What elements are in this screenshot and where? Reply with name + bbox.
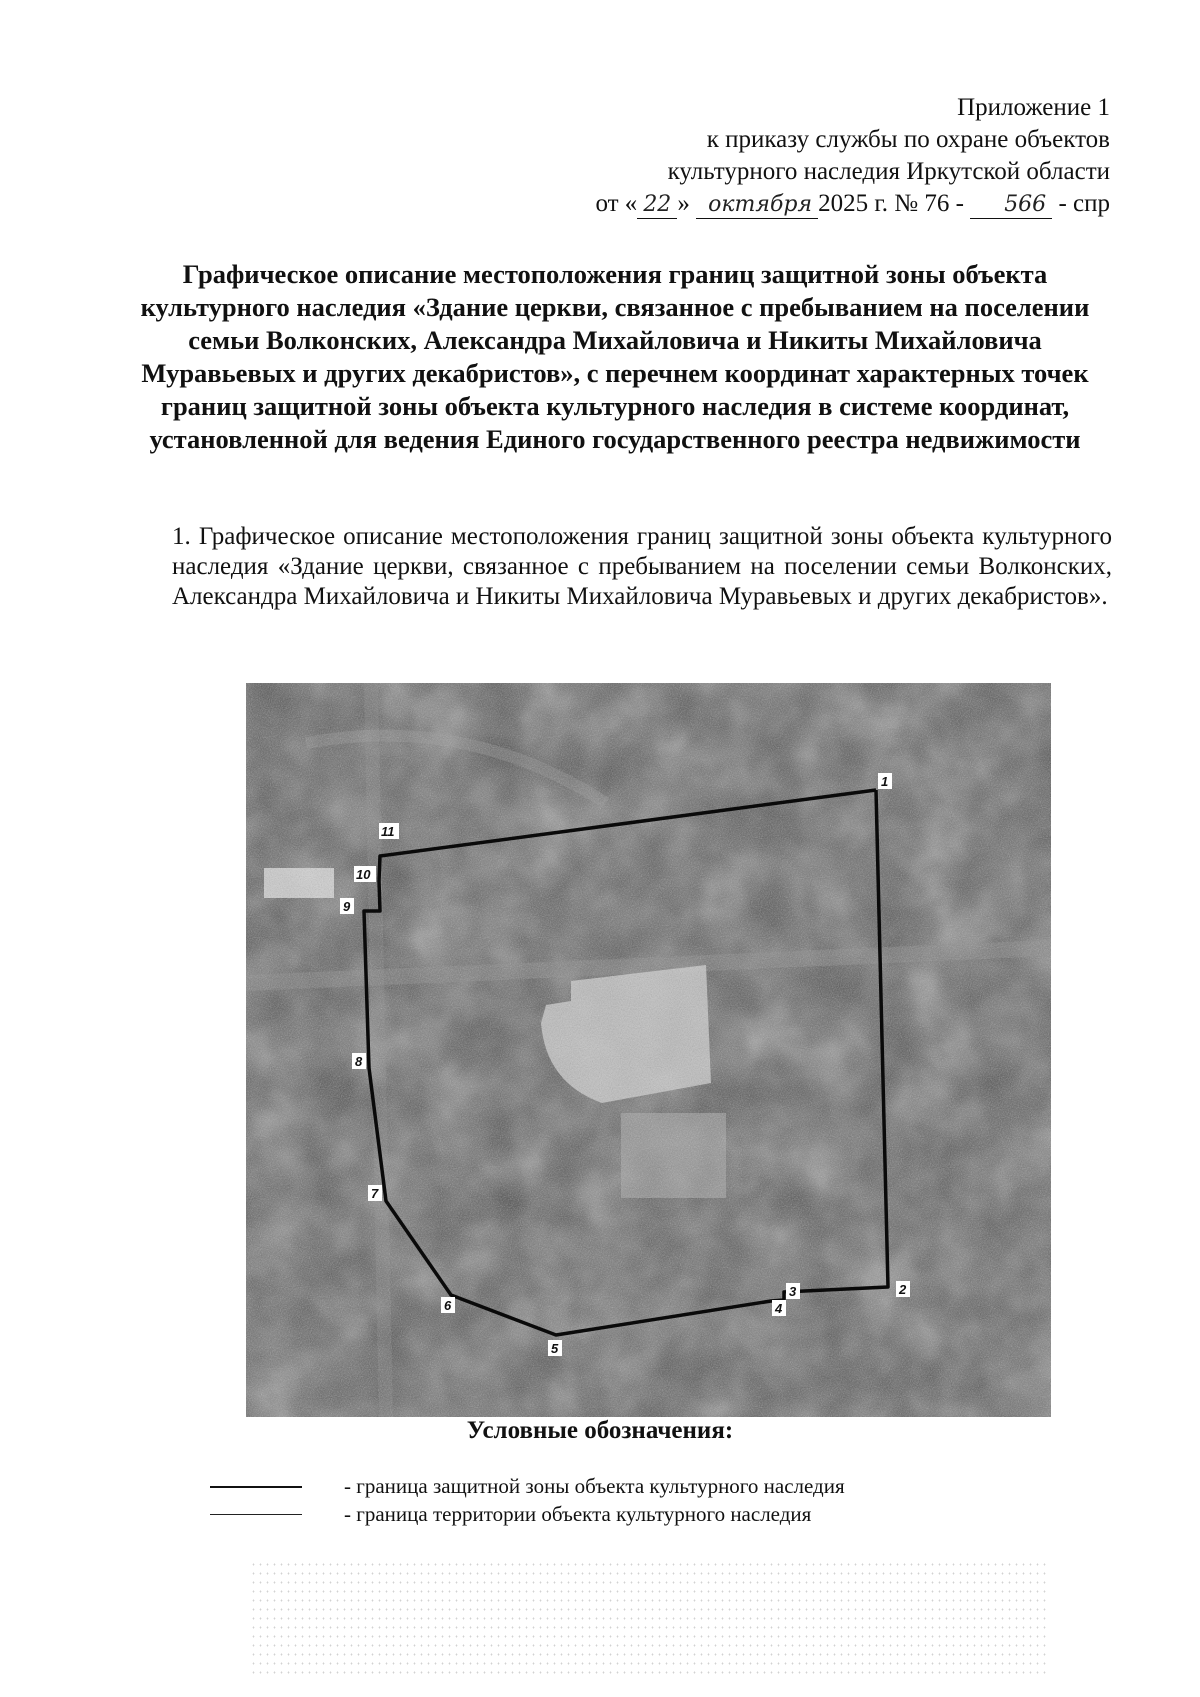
- legend-title: Условные обозначения:: [466, 1417, 734, 1444]
- point-label-7: [368, 1185, 382, 1201]
- order-suffix: - спр: [1058, 190, 1110, 217]
- point-label-10: [354, 866, 376, 882]
- document-title: Графическое описание местоположения границ защитной зоны объекта культурного наследия «Здание церкви, связанное с пребыванием на поселении семьи Волконских, Александра Михайловича и Никиты Михайловича Муравьевых и других декабристов», с перечнем координат характерных точек границ защитной зоны объекта культурного наследия в системе координат, установленной для ведения Единого государственного реестра недвижимости: [140, 259, 1090, 454]
- aerial-map: [246, 683, 1051, 1417]
- svg-text:11: 11: [381, 824, 395, 839]
- svg-text:8: 8: [355, 1054, 363, 1069]
- date-mid: »: [677, 190, 690, 217]
- svg-text:2: 2: [899, 1282, 907, 1297]
- svg-text:9: 9: [343, 899, 351, 914]
- point-label-9: [340, 898, 354, 914]
- legend-item-territory-label: - граница территории объекта культурного наследия: [344, 1502, 812, 1526]
- legend-item-zone: [210, 1474, 845, 1499]
- point-label-3: [786, 1283, 800, 1299]
- appendix-date-line: [595, 188, 1110, 220]
- svg-text:6: 6: [444, 1298, 452, 1313]
- point-label-4: [772, 1300, 786, 1316]
- paragraph-1: 1. Графическое описание местоположения границ защитной зоны объекта культурного наследия «Здание церкви, связанное с пребыванием на поселении семьи Волконских, Александра Михайловича и Никиты Михайловича Муравьевых и других декабристов».: [172, 523, 1112, 610]
- map-svg: [246, 683, 1051, 1417]
- point-label-5: [548, 1340, 562, 1356]
- point-label-11: [379, 823, 399, 839]
- handwritten-month: октября: [696, 192, 818, 219]
- legend-line-territory: [210, 1514, 302, 1515]
- legend-item-territory: [210, 1502, 811, 1527]
- date-prefix: от «: [595, 190, 638, 217]
- svg-text:3: 3: [789, 1284, 797, 1299]
- appendix-header: [595, 92, 1110, 220]
- order-year-number: 2025 г. № 76 -: [818, 190, 964, 217]
- legend-item-zone-label: - граница защитной зоны объекта культурного наследия: [344, 1474, 845, 1498]
- handwritten-day: 22: [637, 192, 677, 219]
- appendix-line-1: Приложение 1: [957, 94, 1110, 121]
- svg-text:1: 1: [881, 774, 889, 789]
- svg-text:7: 7: [371, 1186, 379, 1201]
- svg-text:4: 4: [775, 1301, 783, 1316]
- appendix-line-2: к приказу службы по охране объектов: [706, 126, 1110, 153]
- legend-line-zone: [210, 1486, 302, 1488]
- appendix-line-3: культурного наследия Иркутской области: [667, 158, 1110, 185]
- handwritten-order-number: 566: [970, 192, 1052, 219]
- svg-text:5: 5: [551, 1341, 559, 1356]
- point-label-2: [896, 1281, 910, 1297]
- scan-noise: [250, 1560, 1050, 1680]
- point-label-6: [441, 1297, 455, 1313]
- point-label-1: [878, 773, 892, 789]
- point-label-8: [352, 1053, 366, 1069]
- svg-text:10: 10: [356, 867, 371, 882]
